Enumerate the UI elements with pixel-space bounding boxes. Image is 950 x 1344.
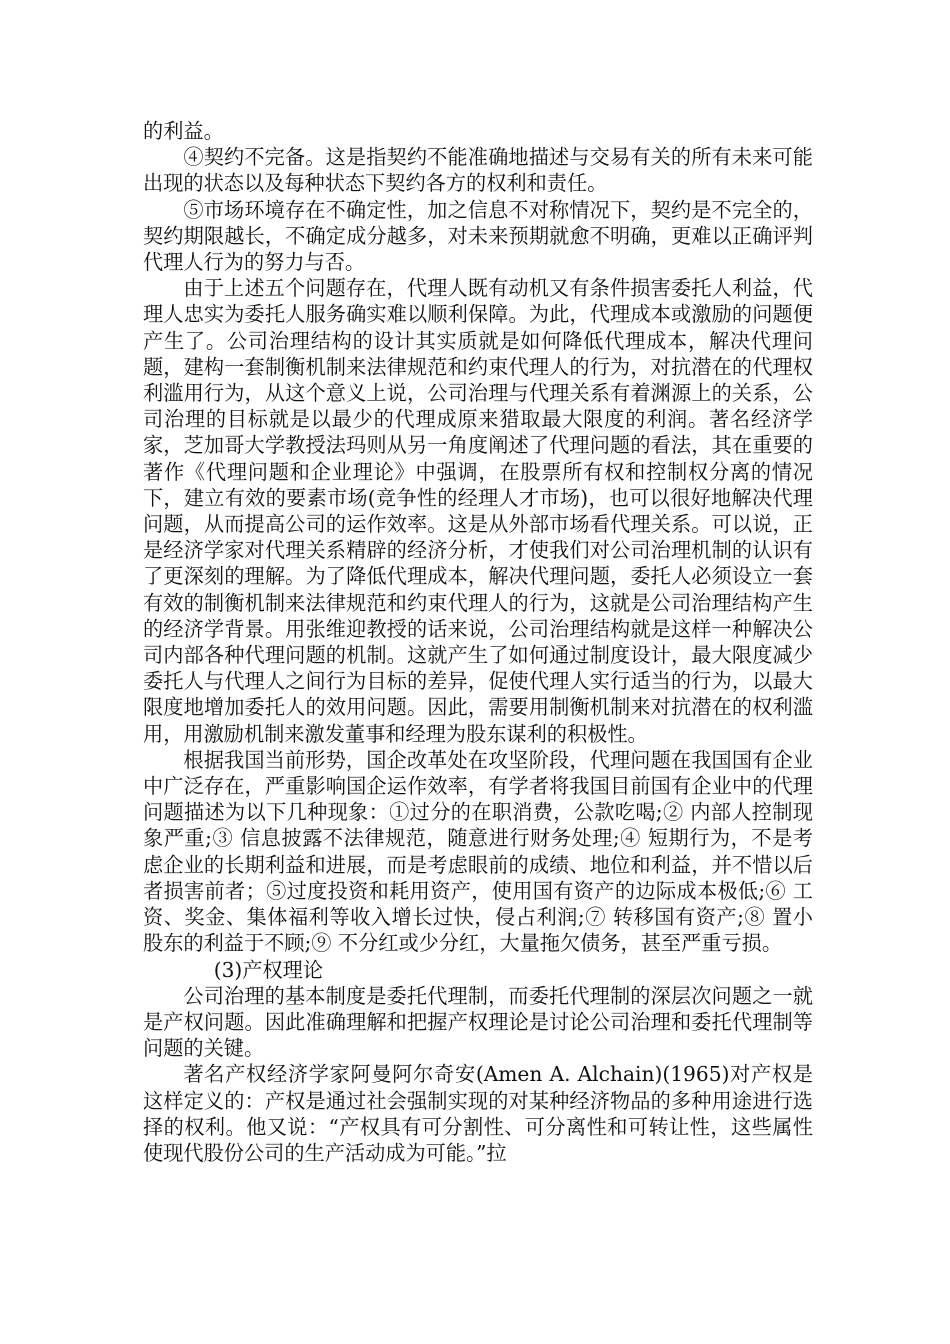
paragraph-incomplete-contract: ④契约不完备。这是指契约不能准确地描述与交易有关的所有未来可能出现的状态以及每种状态下契约各方的权利和责任。 bbox=[143, 145, 813, 196]
paragraph-alchian-definition: 著名产权经济学家阿曼阿尔奇安(Amen A. Alchain)(1965)对产权是这样定义的：产权是通过社会强制实现的对某种经济物品的多种用途进行选择的权利。他又说：“产权具有可分割性、可分离性和可转让性，这些属性使现代股份公司的生产活动成为可能。”拉 bbox=[143, 1062, 813, 1165]
paragraph-soe-agency-problems: 根据我国当前形势，国企改革处在攻坚阶段，代理问题在我国国有企业中广泛存在，严重影响国企运作效率，有学者将我国目前国有企业中的代理问题描述为以下几种现象：①过分的在职消费，公款吃喝;② 内部人控制现象严重;③ 信息披露不法律规范，随意进行财务处理;④ 短期行为，不是考虑企业的长期利益和进展，而是考虑眼前的成绩、地位和利益，并不惜以后者损害前者；⑤过度投资和耗用资产，使用国有资产的边际成本极低;⑥ 工资、奖金、集体福利等收入增长过快，侵占利润;⑦ 转移国有资产;⑧ 置小股东的利益于不顾;⑨ 不分红或少分红，大量拖欠债务，甚至严重亏损。 bbox=[143, 747, 813, 956]
document-body bbox=[143, 118, 813, 1166]
section-heading: (3)产权理论 bbox=[213, 957, 324, 982]
paragraph-market-uncertainty: ⑤市场环境存在不确定性，加之信息不对称情况下，契约是不完全的，契约期限越长，不确定成分越多，对未来预期就愈不明确，更难以正确评判代理人行为的努力与否。 bbox=[143, 197, 813, 275]
paragraph-agency-cost: 由于上述五个问题存在，代理人既有动机又有条件损害委托人利益，代理人忠实为委托人服务确实难以顺利保障。为此，代理成本或激励的问题便产生了。公司治理结构的设计其实质就是如何降低代理成本，解决代理问题，建构一套制衡机制来法律规范和约束代理人的行为，对抗潜在的代理权利滥用行为，从这个意义上说，公司治理与代理关系有着渊源上的关系，公司治理的目标就是以最少的代理成原来猎取最大限度的利润。著名经济学家，芝加哥大学教授法玛则从另一角度阐述了代理问题的看法，其在重要的著作《代理问题和企业理论》中强调，在股票所有权和控制权分离的情况下，建立有效的要素市场(竞争性的经理人才市场)，也可以很好地解决代理问题，从而提高公司的运作效率。这是从外部市场看代理关系。可以说，正是经济学家对代理关系精辟的经济分析，才使我们对公司治理机制的认识有了更深刻的理解。为了降低代理成本，解决代理问题，委托人必须设立一套有效的制衡机制来法律规范和约束代理人的行为，这就是公司治理结构产生的经济学背景。用张维迎教授的话来说，公司治理结构就是这样一种解决公司内部各种代理问题的机制。这就产生了如何通过制度设计，最大限度减少委托人与代理人之间行为目标的差异，促使代理人实行适当的行为，以最大限度地增加委托人的效用问题。因此，需要用制衡机制来对抗潜在的权利滥用，用激励机制来激发董事和经理为股东谋利的积极性。 bbox=[143, 276, 813, 746]
paragraph: 的利益。 bbox=[143, 119, 224, 143]
paragraph-property-rights-intro: 公司治理的基本制度是委托代理制，而委托代理制的深层次问题之一就是产权问题。因此准确理解和把握产权理论是讨论公司治理和委托代理制等问题的关键。 bbox=[143, 983, 813, 1061]
